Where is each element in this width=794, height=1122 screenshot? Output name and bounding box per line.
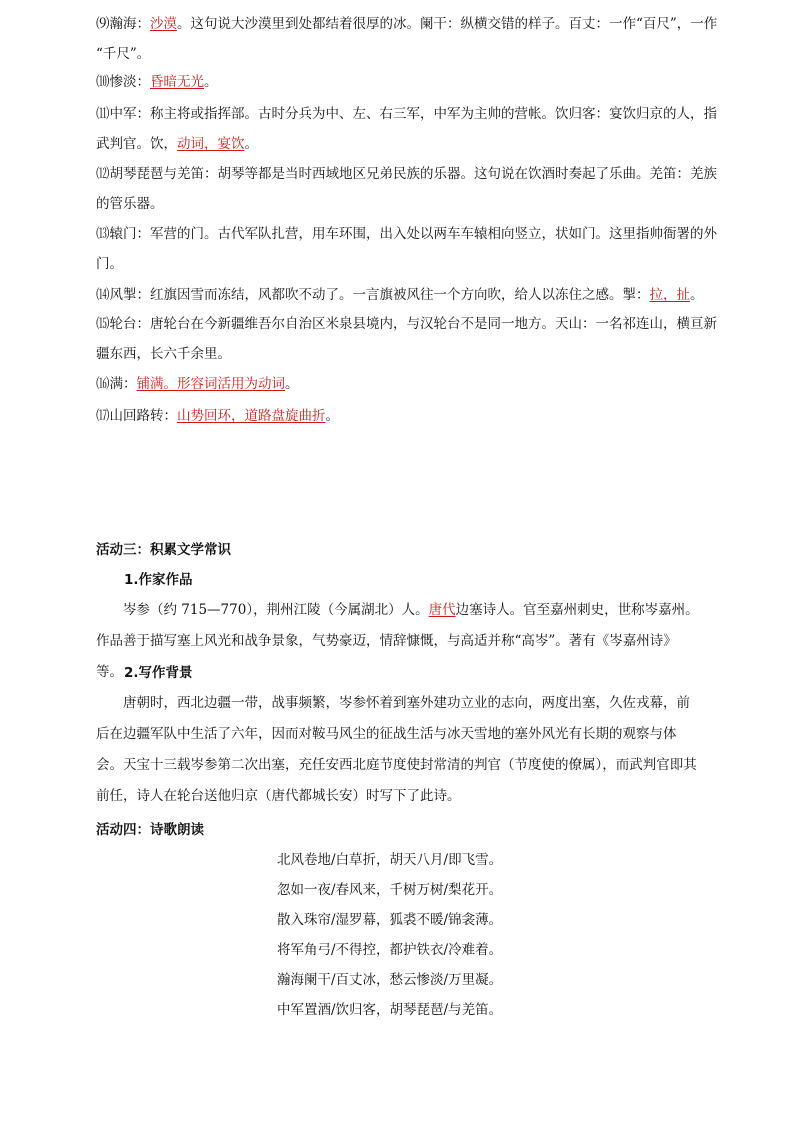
highlighted-answer: 铺满。形容词活用为动词 (136, 376, 285, 392)
note-term: 中军： (109, 106, 150, 122)
highlighted-answer: 山势回环，道路盘旋曲折 (177, 408, 326, 424)
note-term: 瀚海： (109, 16, 150, 32)
background-subheading: 2.写作背景 (124, 665, 193, 681)
note-term: 胡琴琵琶与羌笛： (109, 166, 218, 182)
highlighted-answer: 唐代 (428, 602, 456, 618)
note-item (96, 72, 706, 92)
note-number: ⑽ (96, 74, 110, 90)
note-text: 边塞诗人。官至嘉州刺史，世称岑嘉州。作品善于描写塞上风光和战争景象，气势豪迈，情辞慷慨，与高适并称“高岑”。著有《岑嘉州诗》等。 (96, 602, 699, 680)
note-text: 。 (325, 408, 339, 424)
note-continuation (96, 134, 706, 154)
poem-line: 将军角弓/不得控，都护铁衣/冷难着。 (277, 942, 503, 958)
highlighted-answer: 拉，扯 (649, 287, 690, 303)
poem-line: 忽如一夜/春风来，千树万树/梨花开。 (277, 882, 503, 898)
note-item (96, 164, 717, 184)
poem-line: 散入珠帘/湿罗幕，狐裘不暖/锦衾薄。 (277, 912, 503, 928)
note-text: 疆东西，长六千余里。 (96, 346, 231, 362)
note-text: 的管乐器。 (96, 196, 164, 212)
note-term: 山回路转： (109, 408, 177, 424)
note-text: 。 (285, 376, 299, 392)
note-item (96, 285, 706, 305)
note-term: 辕门： (109, 226, 150, 242)
note-text: 门。 (96, 256, 123, 272)
note-number: ⒂ (96, 316, 110, 332)
note-continuation (96, 194, 706, 214)
note-term: 满： (109, 376, 137, 392)
note-text: 军营的门。古代军队扎营，用车环围，出入处以两车车辕相向竖立，状如门。这里指帅衙署的外 (150, 226, 717, 242)
highlighted-answer: 沙漠 (150, 16, 177, 32)
note-number: ⒃ (96, 376, 110, 392)
note-continuation (96, 344, 706, 364)
note-text: 称主将或指挥部。古时分兵为中、左、右三军，中军为主帅的营帐。饮归客：宴饮归京的人，指 (150, 106, 717, 122)
poem-line: 瀚海阑干/百丈冰，愁云惨淡/万里凝。 (277, 972, 503, 988)
note-term: 惨淡： (109, 74, 150, 90)
background-paragraph: 唐朝时，西北边疆一带，战事频繁，岑参怀着到塞外建功立业的志向，两度出塞，久佐戎幕，前后在边疆军队中生活了六年，因而对鞍马风尘的征战生活与冰天雪地的塞外风光有长期的观察与体会。天宝十三载岑参第二次出塞，充任安西北庭节度使封常清的判官（节度使的僚属），而武判官即其前任，诗人在轮台送他归京（唐代都城长安）时写下了此诗。 (96, 695, 697, 804)
note-text: 红旗因雪而冻结，风都吹不动了。一言旗被风往一个方向吹，给人以冻住之感。掣： (150, 287, 650, 303)
note-number: ⑾ (96, 106, 110, 122)
note-item (96, 14, 718, 34)
note-text: 。 (244, 136, 258, 152)
note-text: 唐轮台在今新疆维吾尔自治区米泉县境内，与汉轮台不是同一地方。天山：一名祁连山，横亘新 (150, 316, 717, 332)
note-term: 风掣： (109, 287, 150, 303)
note-term: 轮台： (109, 316, 150, 332)
note-continuation (96, 254, 706, 274)
note-item (96, 374, 706, 394)
note-item (96, 314, 717, 334)
activity3-heading: 活动三：积累文学常识 (96, 542, 231, 558)
note-text: 武判官。饮， (96, 136, 177, 152)
highlighted-answer: 昏暗无光 (150, 74, 204, 90)
note-number: ⒁ (96, 287, 110, 303)
note-text: 。 (690, 287, 704, 303)
note-text: 胡琴等都是当时西域地区兄弟民族的乐器。这句说在饮酒时奏起了乐曲。羌笛：羌族 (217, 166, 717, 182)
note-item (96, 224, 717, 244)
note-item (96, 104, 717, 124)
note-text: 。这句说大沙漠里到处都结着很厚的冰。阑干：纵横交错的样子。百丈：一作“百尺”，一作 (177, 16, 718, 32)
note-text: “千尺”。 (96, 46, 151, 62)
note-text: 。 (204, 74, 218, 90)
note-number: ⒄ (96, 408, 110, 424)
author-works-subheading: 1.作家作品 (124, 572, 193, 588)
note-number: ⑿ (96, 166, 110, 182)
note-continuation (96, 44, 706, 64)
note-text: 岑参（约 715—770），荆州江陵（今属湖北）人。 (123, 602, 429, 618)
poem-line: 中军置酒/饮归客，胡琴琵琶/与羌笛。 (277, 1002, 503, 1018)
note-number: ⒀ (96, 226, 110, 242)
highlighted-answer: 动词，宴饮 (177, 136, 245, 152)
activity4-heading: 活动四：诗歌朗读 (96, 822, 204, 838)
note-number: ⑼ (96, 16, 110, 32)
poem-line: 北风卷地/白草折，胡天八月/即飞雪。 (277, 852, 503, 868)
note-item (96, 406, 706, 426)
